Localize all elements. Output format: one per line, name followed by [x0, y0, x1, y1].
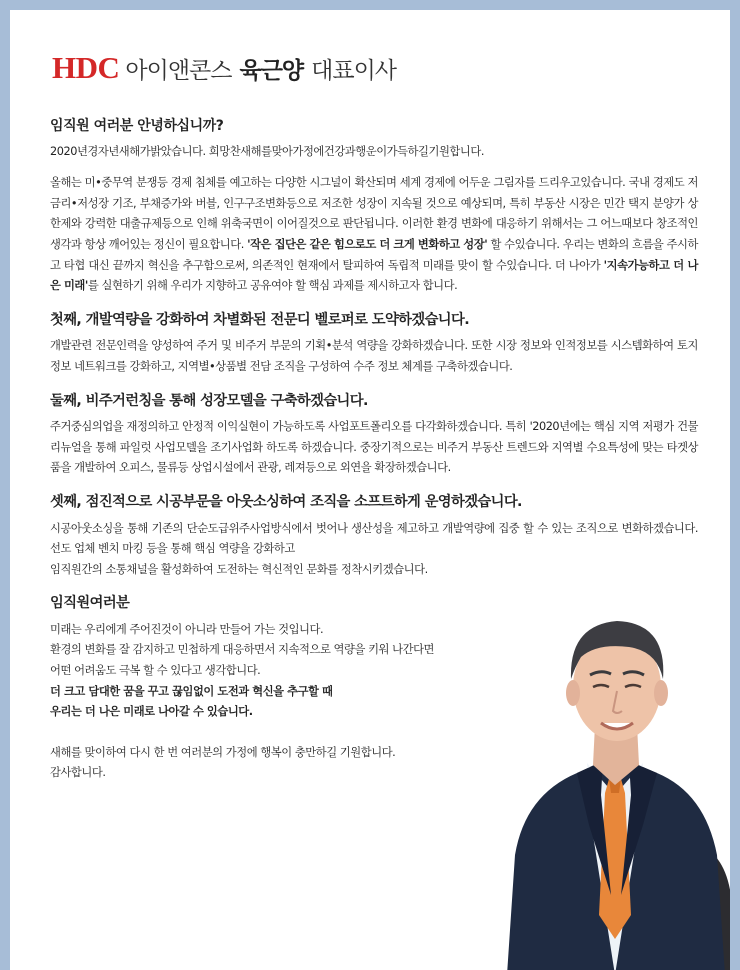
- ceo-portrait-photo: [497, 595, 730, 970]
- section-3-body-2: 임직원간의 소통채널을 활성화하여 도전하는 혁신적인 문화를 정착시키겠습니다.: [50, 562, 428, 576]
- closing-block: [50, 593, 520, 784]
- closing-line-1: 미래는 우리에게 주어진것이 아니라 만들어 가는 것입니다.: [50, 622, 324, 636]
- intro-text-3: 를 실현하기 위해 우리가 지향하고 공유여야 할 핵심 과제를 제시하고자 합니다.: [87, 279, 458, 293]
- section-3-body-1: 시공아웃소싱을 통해 기존의 단순도급위주사업방식에서 벗어나 생산성을 제고하고 개발역량에 집중 할 수 있는 조직으로 변화하겠습니다. 선도 업체 벤치 마킹 등을 통해 핵심 역량을 강화하고: [50, 521, 698, 556]
- section-3-heading: 셋째, 점진적으로 시공부문을 아웃소싱하여 조직을 소프트하게 운영하겠습니다.: [50, 493, 522, 510]
- section-1-body: 개발관련 전문인력을 양성하여 주거 및 비주거 부문의 기획•분석 역량을 강화하겠습니다. 또한 시장 정보와 인적정보를 시스템화하여 토지 정보 네트워크를 강화하고, 지역별•상품별 전담 조직을 구성하여 수주 정보 체계를 구축하겠습니다.: [50, 339, 698, 373]
- closing-line-3: 어떤 어려움도 극복 할 수 있다고 생각합니다.: [50, 664, 261, 678]
- intro-bold-1: '작은 집단은 같은 힘으로도 더 크게 변화하고 성장': [247, 237, 488, 251]
- intro-text-1: 올해는 미•중무역 분쟁등 경제 침체를 예고하는 다양한 시그널이 확산되며 세계 경제에 어두운 그림자를 드리우고있습니다. 국내 경제도 저금리•저성장 기조, 부채증가와 버블, 인구구조변화등으로 저조한 성장이 지속될 것으로 예상되며, 특히 부동산 시장은 민간 택지 분양가 상한제와 강력한 대출규제등으로 인해 위축국면이 이어질것으로 판단됩니다. 이러한 환경 변화에 대응하기 위해서는 그 어느때보다 창조적인 생각과 항상 깨어있는 정신이 필요합니다.: [50, 176, 698, 251]
- letter-card: [10, 10, 730, 970]
- ceo-name: 육근양: [239, 58, 304, 84]
- section-2-heading: 둘째, 비주거런칭을 통해 성장모델을 구축하겠습니다.: [50, 392, 368, 409]
- intro-paragraph: [50, 173, 698, 297]
- letter-header: [52, 50, 396, 86]
- greeting-title: 임직원 여러분 안녕하십니까?: [50, 118, 224, 134]
- closing-line-2: 환경의 변화를 잘 감지하고 민첩하게 대응하면서 지속적으로 역량을 키워 나간다면: [50, 643, 435, 657]
- section-1-heading: 첫째, 개발역량을 강화하여 차별화된 전문디 벨로퍼로 도약하겠습니다.: [50, 311, 470, 328]
- section-2-body: 주거중심의업을 재정의하고 안정적 이익실현이 가능하도록 사업포트폴리오를 다각화하겠습니다. 특히 '2020년에는 핵심 지역 저평가 건물 리뉴얼을 통해 파일럿 사업모델을 조기사업화 하도록 하겠습니다. 중장기적으로는 비주거 부동산 트렌드와 지역별 수요특성에 맞는 타겟상품을 개발하여 오피스, 물류등 상업시설에서 관광, 레져등으로 외연을 확장하겠습니다.: [50, 420, 698, 475]
- closing-bold-line-1: 더 크고 담대한 꿈을 꾸고 끊임없이 도전과 혁신을 추구할 때: [50, 684, 333, 698]
- ceo-title: 대표이사: [311, 58, 397, 84]
- company-name: 아이앤콘스: [125, 58, 232, 84]
- closing-heading: 임직원여러분: [50, 595, 130, 612]
- greeting-line: 2020년경자년새해가밝았습니다. 희망찬새해를맞아가정에건강과행운이가득하길기원합니다.: [50, 144, 484, 158]
- intro-bold-2: '지속가능하고 더 나은 미래': [50, 258, 698, 293]
- intro-text-2: 할 수있습니다. 우리는 변화의 흐름을 주시하고 타협 대신 끝까지 혁신을 추구함으로써, 의존적인 현재에서 탈피하여 독립적 미래를 맞이 할 수있습니다. 더 나아가: [50, 237, 698, 272]
- closing-final-line-1: 새해를 맞이하여 다시 한 번 여러분의 가정에 행복이 충만하길 기원합니다.: [50, 745, 396, 759]
- hdc-logo: HDC: [52, 50, 120, 85]
- closing-final-line-2: 감사합니다.: [50, 766, 106, 780]
- closing-bold-line-2: 우리는 더 나은 미래로 나아갈 수 있습니다.: [50, 705, 253, 719]
